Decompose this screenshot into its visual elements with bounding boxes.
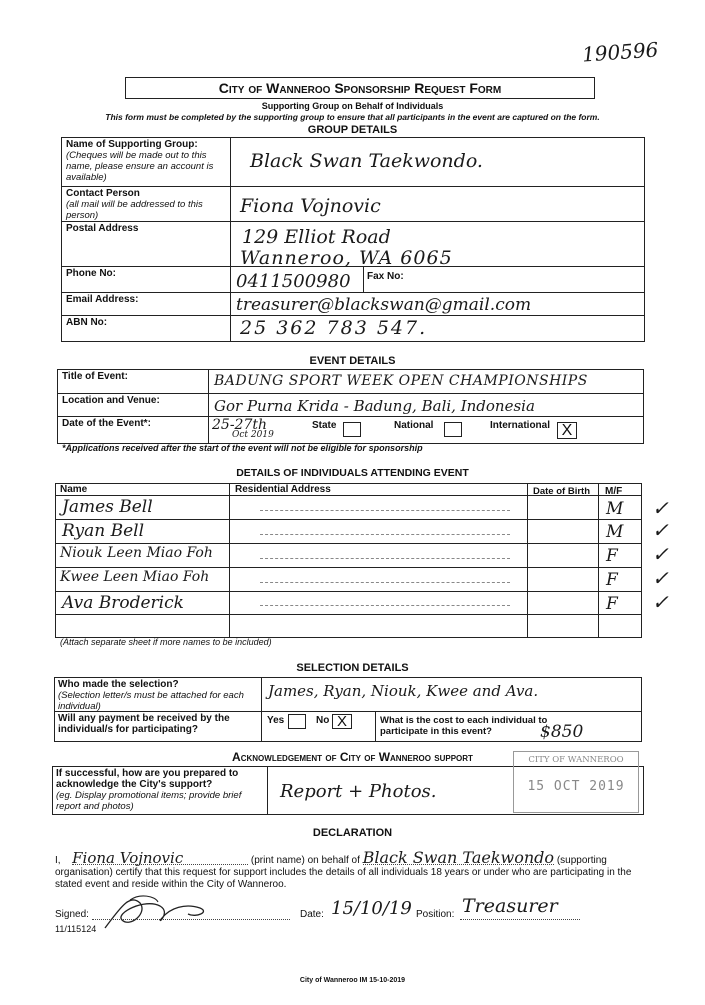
declaration-body: organisation) certify that this request for support includes the details of all individuals 18 years or under who are participating in the stated event and reside within the City of Wanneroo. — [55, 867, 632, 890]
email-label: Email Address: — [66, 294, 139, 305]
email-value[interactable]: treasurer@blackswan@gmail.com — [236, 295, 532, 315]
international-mark: X — [561, 422, 573, 439]
position-label: Position: — [416, 909, 455, 920]
scan-stamp: City of Wanneroo IM 15-10-2019 — [299, 977, 406, 984]
acknowledgement-value[interactable]: Report + Photos. — [280, 781, 437, 802]
payment-question: Will any payment be received by the individual/s for participating? — [58, 713, 230, 735]
postal-address-line1[interactable]: 129 Elliot Road — [242, 226, 391, 248]
acknowledgement-heading: Acknowledgement of City of Wanneroo support — [232, 750, 473, 764]
state-checkbox[interactable] — [343, 422, 361, 437]
col-name-header: Name — [60, 484, 88, 495]
col-mf-header: M/F — [605, 486, 623, 497]
supporting-text: (supporting — [556, 855, 607, 866]
date-value[interactable]: 15/10/19 — [331, 898, 412, 919]
who-selected-label: Who made the selection? — [58, 679, 179, 690]
attendee-mf[interactable]: M — [606, 499, 624, 519]
attendee-check-mark: ✓ — [652, 590, 669, 614]
group-name-label: Name of Supporting Group: — [66, 139, 198, 150]
event-footnote: *Applications received after the start of the event will not be eligible for sponsorship — [62, 443, 423, 453]
group-details-heading: GROUP DETAILS — [307, 124, 398, 136]
date-label: Date: — [300, 909, 324, 920]
yes-label: Yes — [267, 715, 285, 726]
selection-heading: SELECTION DETAILS — [296, 662, 409, 674]
event-details-heading: EVENT DETAILS — [309, 355, 396, 367]
col-address-header: Residential Address — [235, 484, 331, 495]
form-title: City of Wanneroo Sponsorship Request Form — [218, 80, 502, 96]
stamp-date: 15 OCT 2019 — [527, 779, 625, 794]
signed-label: Signed: — [55, 909, 89, 920]
attendee-name[interactable]: Niouk Leen Miao Foh — [60, 545, 213, 561]
received-stamp — [513, 751, 639, 813]
attach-note: (Attach separate sheet if more names to be included) — [60, 637, 272, 647]
group-name-note: (Cheques will be made out to this name, please ensure an account is available) — [66, 150, 214, 183]
cost-question: What is the cost to each individual to participate in this event? — [380, 715, 548, 737]
international-label: International — [490, 420, 551, 431]
cost-value[interactable]: $850 — [540, 722, 584, 742]
signature-image[interactable] — [100, 888, 220, 938]
print-name-text: (print name) on behalf of — [250, 855, 360, 866]
attendee-name[interactable]: Ava Broderick — [62, 593, 184, 613]
stamp-title: CITY OF WANNEROO — [528, 755, 624, 765]
attendee-check-mark: ✓ — [652, 542, 669, 566]
international-checkbox[interactable] — [557, 422, 577, 439]
national-label: National — [394, 420, 434, 431]
state-label: State — [312, 420, 337, 431]
phone-value[interactable]: 0411500980 — [236, 271, 351, 292]
yes-checkbox[interactable] — [288, 714, 306, 729]
handwritten-reference: 190596 — [581, 37, 660, 67]
individuals-heading: DETAILS OF INDIVIDUALS ATTENDING EVENT — [236, 467, 469, 479]
event-date-label: Date of the Event*: — [62, 418, 151, 429]
who-selected-value[interactable]: James, Ryan, Niouk, Kwee and Ava. — [268, 682, 539, 700]
national-checkbox[interactable] — [444, 422, 462, 437]
postal-address-line2[interactable]: Wanneroo, WA 6065 — [240, 247, 453, 269]
no-label: No — [316, 715, 330, 726]
attendee-mf[interactable]: F — [606, 594, 618, 614]
attendee-mf[interactable]: F — [606, 546, 618, 566]
position-line — [460, 919, 580, 920]
attendee-name[interactable]: James Bell — [62, 497, 153, 517]
attendee-check-mark: ✓ — [652, 566, 669, 590]
event-location-label: Location and Venue: — [62, 395, 160, 406]
declaration-group[interactable]: Black Swan Taekwondo — [362, 848, 555, 867]
attendee-name[interactable]: Ryan Bell — [62, 521, 145, 541]
declaration-heading: DECLARATION — [312, 827, 393, 839]
event-date-line2[interactable]: Oct 2019 — [232, 430, 274, 440]
contact-person-note: (all mail will be addressed to this person) — [66, 199, 203, 221]
no-checkbox[interactable] — [332, 714, 352, 729]
position-value[interactable]: Treasurer — [462, 895, 558, 917]
acknowledgement-label: If successful, how are you prepared to acknowledge the City's support? — [56, 768, 239, 790]
attendee-mf[interactable]: M — [606, 522, 624, 542]
attendee-name[interactable]: Kwee Leen Miao Foh — [60, 569, 210, 585]
abn-label: ABN No: — [66, 317, 108, 328]
no-mark: X — [336, 713, 347, 730]
col-dob-header: Date of Birth — [533, 486, 590, 497]
form-subtitle: Supporting Group on Behalf of Individuals — [261, 101, 444, 111]
acknowledgement-note: (eg. Display promotional items; provide brief report and photos) — [56, 790, 242, 812]
postal-address-label: Postal Address — [66, 223, 139, 234]
declaration-i: I, — [55, 855, 61, 866]
attendee-check-mark: ✓ — [652, 518, 669, 542]
form-title-box — [125, 77, 595, 99]
phone-label: Phone No: — [66, 268, 116, 279]
form-instruction: This form must be completed by the supporting group to ensure that all participants in the event are captured on the form. — [105, 112, 600, 122]
attendee-check-mark: ✓ — [652, 496, 669, 520]
event-title-value[interactable]: BADUNG SPORT WEEK OPEN CHAMPIONSHIPS — [214, 373, 588, 389]
group-name-value[interactable]: Black Swan Taekwondo. — [250, 150, 483, 172]
contact-person-value[interactable]: Fiona Vojnovic — [240, 195, 381, 217]
event-date-line1[interactable]: 25-27th — [212, 417, 268, 433]
event-location-value[interactable]: Gor Purna Krida - Badung, Bali, Indonesia — [214, 397, 535, 415]
abn-value[interactable]: 25 362 783 547. — [240, 317, 428, 339]
declarant-name[interactable]: Fiona Vojnovic — [72, 852, 248, 865]
attendee-mf[interactable]: F — [606, 570, 618, 590]
fax-label: Fax No: — [367, 271, 404, 282]
event-title-label: Title of Event: — [62, 371, 128, 382]
contact-person-label: Contact Person — [66, 188, 140, 199]
who-selected-note: (Selection letter/s must be attached for each individual) — [58, 690, 244, 712]
form-ref-code: 11/115124 — [55, 924, 97, 934]
